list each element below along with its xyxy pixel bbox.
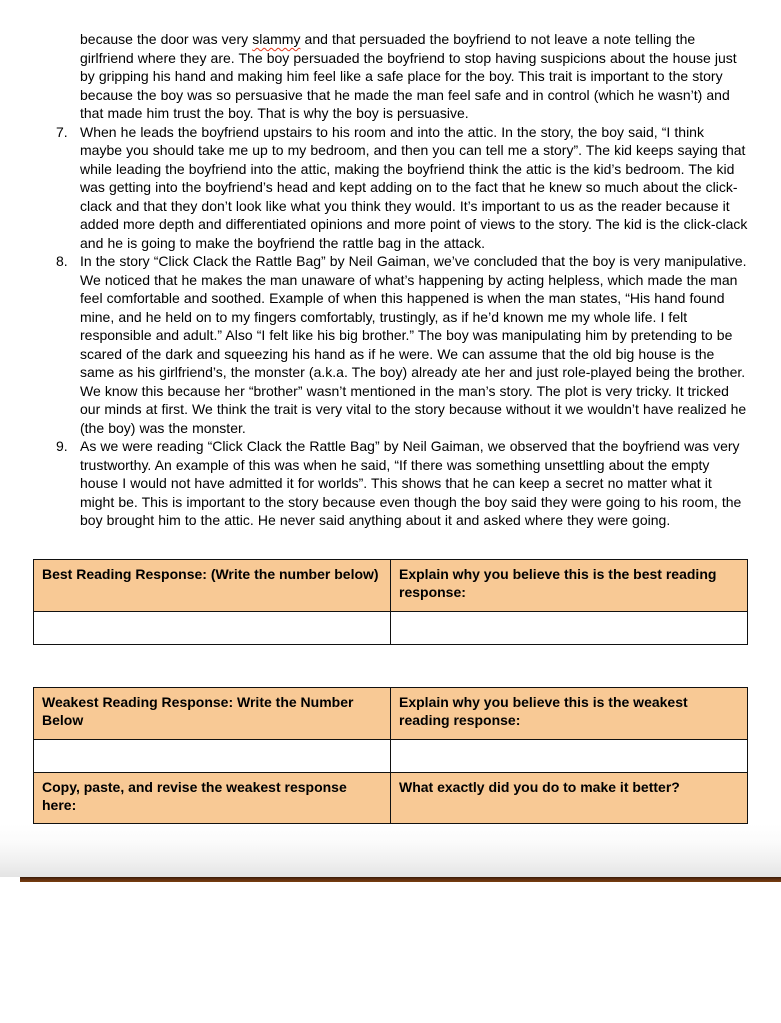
best-response-header-row	[34, 559, 748, 611]
list-item-8	[56, 252, 750, 437]
list-number-7: 7.	[56, 123, 68, 140]
weakest-response-table	[33, 687, 748, 824]
list-item-8-text: In the story “Click Clack the Rattle Bag” by Neil Gaiman, we’ve concluded that the boy is very manipulative. We noticed that he makes the man unaware of what’s happening by acting helpless, which made the man feel comfortable and soothed. Example of when this happened is when the man states, “His hand found mine, and he held on to my fingers comfortably, trustingly, as if he’d known me my whole life. I felt responsible and adult.” Also “I felt like his big brother.” The boy was manipulating him by pretending to be scared of the dark and squeezing his hand as if he were. We can assume that the old big house is the same as his girlfriend’s, the monster (a.k.a. The boy) already ate her and just role-played being the brother. We know this because her “brother” wasn’t mentioned in the man’s story. The plot is very tricky. It tricked our minds at first. We think the trait is very vital to the story because without it we wouldn’t have realized he (the boy) was the monster.	[80, 253, 747, 436]
list-number-9: 9.	[56, 438, 68, 454]
misspelled-word: slammy	[252, 31, 301, 47]
best-response-number-answer-cell[interactable]	[34, 611, 391, 644]
document-body-text	[56, 0, 750, 530]
weakest-response-header-row	[34, 687, 748, 739]
paragraph-text-before-misspelling: because the door was very	[80, 31, 253, 47]
page-break-gap	[0, 824, 781, 877]
paragraph-item-6-continuation	[80, 30, 750, 123]
weakest-response-explanation-answer-cell[interactable]	[391, 739, 748, 772]
next-page-table-top-edge	[20, 877, 781, 882]
weakest-response-number-answer-cell[interactable]	[34, 739, 391, 772]
list-item-9	[56, 437, 750, 530]
best-response-header-left-cell: Best Reading Response: (Write the number below)	[34, 559, 391, 611]
best-response-explanation-answer-cell[interactable]	[391, 611, 748, 644]
revise-prompt-left-cell: Copy, paste, and revise the weakest response here:	[34, 772, 391, 823]
list-item-7	[56, 123, 750, 253]
weakest-response-answer-row	[34, 739, 748, 772]
list-number-8: 8.	[56, 253, 68, 269]
weakest-response-revise-row	[34, 772, 748, 823]
best-response-header-right-cell: Explain why you believe this is the best reading response:	[391, 559, 748, 611]
best-response-table	[33, 559, 748, 645]
list-item-7-text: When he leads the boyfriend upstairs to his room and into the attic. In the story, the boy said, “I think maybe you should take me up to my bedroom, and then you can tell me a story”. The kid keeps saying that while leading the boyfriend into the attic, making the boyfriend think the attic is the kid’s bedroom. The kid was getting into the boyfriend’s head and kept adding on to the fact that he knew so much about the click-clack and that they don’t look like what you think they would. It’s important to us as the reader because it added more depth and differentiated opinions and more point of views to the story. The kid is the click-clack and he is going to make the boyfriend the rattle bag in the attack.	[80, 123, 748, 251]
weakest-response-header-right-cell: Explain why you believe this is the weakest reading response:	[391, 687, 748, 739]
paragraph-text-after-misspelling: and that persuaded the boyfriend to not leave a note telling the girlfriend where they are. The boy persuaded the boyfriend to stop having suspicions about the house just by gripping his hand and making him feel like a safe place for the boy. This trait is important to the story because the boy was so persuasive that he made the man feel safe and in control (which he wasn’t) and that made him trust the boy. That is why the boy is persuasive.	[80, 31, 737, 121]
best-response-answer-row	[34, 611, 748, 644]
revise-prompt-right-cell: What exactly did you do to make it better?	[391, 772, 748, 823]
weakest-response-header-left-cell: Weakest Reading Response: Write the Number Below	[34, 687, 391, 739]
list-item-9-text: As we were reading “Click Clack the Rattle Bag” by Neil Gaiman, we observed that the boyfriend was very trustworthy. An example of this was when he said, “If there was something unsettling about the empty house I would not have admitted it for worlds”. This shows that he can keep a secret no matter what it might be. This is important to the story because even though the boy said they were going to his room, the boy brought him to the attic. He never said anything about it and asked where they were going.	[80, 438, 742, 528]
